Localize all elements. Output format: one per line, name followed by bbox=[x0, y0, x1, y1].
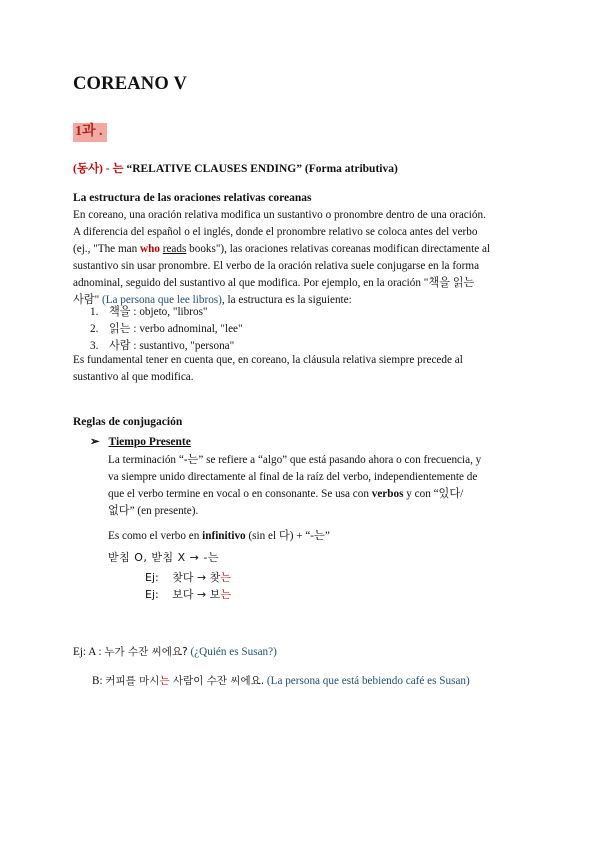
lesson-badge: 1과 . bbox=[73, 123, 107, 142]
line6-part-a: 사람" bbox=[73, 294, 102, 306]
conjugation-example bbox=[145, 586, 231, 602]
line-part: y con “있다/ bbox=[403, 488, 464, 500]
list-item-number: 3. bbox=[90, 340, 99, 352]
line-part: Es como el verbo en bbox=[108, 530, 203, 542]
structure-list bbox=[90, 304, 243, 355]
subtitle-prefix: (동사) - 는 bbox=[73, 163, 124, 175]
line3-part-a: (ej., "The man bbox=[73, 243, 141, 255]
bold-infinitivo: infinitivo bbox=[202, 530, 246, 542]
subtitle-suffix: (Forma atributiva) bbox=[304, 163, 398, 175]
example-ending: 는 bbox=[220, 571, 231, 584]
dialog-line-b bbox=[92, 673, 470, 688]
dialog-b-translation: (La persona que está bebiendo café es Susan) bbox=[266, 675, 470, 687]
structure-line-5: adnominal, seguido del sustantivo al que modifica. Por ejemplo, en la oración "책을 읽는 bbox=[73, 277, 475, 289]
conclusion-line-2: sustantivo al que modifica. bbox=[73, 371, 194, 383]
list-item-number: 1. bbox=[90, 306, 99, 318]
tense-line-1: La terminación “-는” se refiere a “algo” que está pasando ahora o con frecuencia, y bbox=[108, 454, 482, 466]
line-part: (sin el 다) + “-는” bbox=[245, 530, 330, 542]
structure-line-4: sustantivo sin usar pronombre. El verbo de la oración relativa suele conjugarse en la forma bbox=[73, 260, 480, 272]
list-item-number: 2. bbox=[90, 323, 99, 335]
line6-part-b: , la estructura es la siguiente: bbox=[221, 294, 352, 306]
arrow-bullet-icon: ➢ bbox=[90, 436, 100, 448]
line3-part-b: books"), las oraciones relativas coreanas modifican directamente al bbox=[186, 243, 491, 255]
example-base: 보다 → 보 bbox=[172, 588, 221, 601]
dialog-b-korean: 커피를 마시 bbox=[105, 675, 160, 687]
example-label: Ej: bbox=[145, 588, 159, 601]
tense-bullet bbox=[90, 434, 191, 448]
example-base: 찾다 → 찾 bbox=[172, 571, 221, 584]
translation-text: (La persona que lee libros) bbox=[101, 294, 222, 306]
list-item-text: 책을 : objeto, "libros" bbox=[109, 306, 208, 318]
structure-section bbox=[73, 190, 533, 309]
subtitle-quoted: “RELATIVE CLAUSES ENDING” bbox=[126, 163, 302, 175]
list-item bbox=[90, 304, 243, 321]
list-item-text: 읽는 : verbo adnominal, "lee" bbox=[109, 323, 243, 335]
word-who: who bbox=[140, 243, 160, 255]
grammar-subtitle bbox=[73, 160, 398, 176]
dialog-a-korean: 누가 수잔 씨에요? bbox=[104, 646, 188, 658]
tense-line-2: va siempre unido directamente al final de la raíz del verbo, independientemente de bbox=[108, 471, 478, 483]
example-ending: 는 bbox=[220, 588, 231, 601]
page-title: COREANO V bbox=[73, 74, 188, 94]
structure-line-2: A diferencia del español o el inglés, donde el pronombre relativo se coloca antes del verbo bbox=[73, 226, 478, 238]
example-label: Ej: bbox=[145, 571, 159, 584]
batchim-rule: 받침 O, 받침 X → -는 bbox=[108, 551, 219, 564]
dialog-b-ending: 는 bbox=[159, 675, 170, 687]
dialog-line-a bbox=[73, 644, 277, 659]
rules-heading: Reglas de conjugación bbox=[73, 416, 183, 428]
dialog-b-label: B: bbox=[92, 675, 106, 687]
list-item-text: 사람 : sustantivo, "persona" bbox=[109, 340, 235, 352]
infinitive-note bbox=[108, 527, 330, 543]
dialog-a-label: Ej: A : bbox=[73, 646, 105, 658]
conjugation-example bbox=[145, 569, 231, 585]
tense-line-3 bbox=[108, 486, 481, 503]
dialog-b-korean-rest: 사람이 수잔 씨에요. bbox=[169, 675, 265, 687]
structure-line-1: En coreano, una oración relativa modifica un sustantivo o pronombre dentro de una oración. bbox=[73, 209, 486, 221]
list-item bbox=[90, 321, 243, 338]
word-reads: reads bbox=[162, 243, 187, 255]
conclusion-line-1: Es fundamental tener en cuenta que, en coreano, la cláusula relativa siempre precede al bbox=[73, 354, 463, 366]
structure-line-3 bbox=[73, 241, 533, 258]
line-part: que el verbo termine en vocal o en consonante. Se usa con bbox=[108, 488, 372, 500]
structure-heading: La estructura de las oraciones relativas coreanas bbox=[73, 192, 312, 204]
tense-title: Tiempo Presente bbox=[108, 436, 191, 448]
dialog-a-translation: (¿Quién es Susan?) bbox=[190, 646, 277, 658]
bold-verbos: verbos bbox=[371, 488, 404, 500]
tense-paragraph bbox=[108, 452, 481, 520]
tense-line-4: 없다” (en presente). bbox=[108, 505, 199, 517]
conclusion-paragraph bbox=[73, 352, 533, 386]
